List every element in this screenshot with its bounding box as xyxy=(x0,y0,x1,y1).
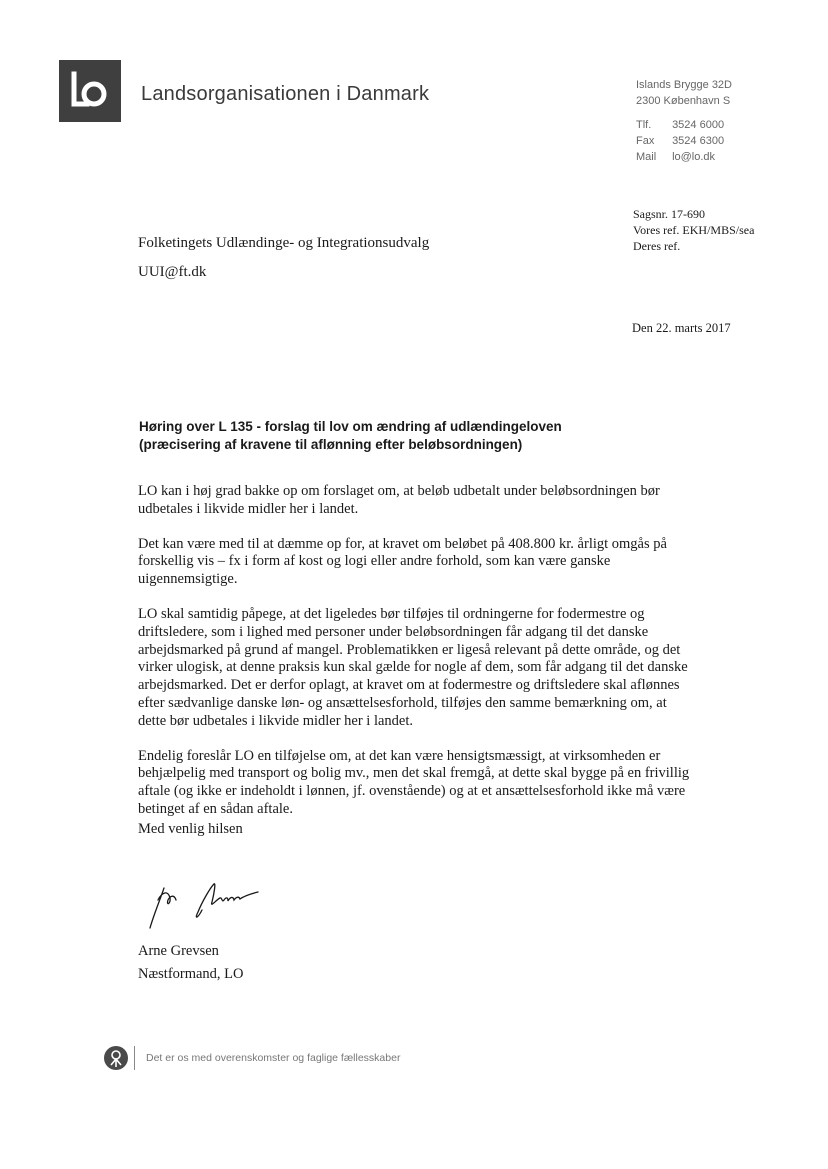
mail-row xyxy=(636,149,732,165)
closing-greeting: Med venlig hilsen xyxy=(138,820,243,837)
footer-divider xyxy=(134,1046,135,1070)
lo-logo-icon xyxy=(59,60,121,122)
fax-number: 3524 6300 xyxy=(672,135,725,147)
body-paragraph-3: LO skal samtidig påpege, at det ligeledes bør tilføjes til ordningerne for fodermestre og driftsledere, som i lighed med personer under beløbsordningen får adgang til det danske arbejdsmarked på grund af mangel. Problematikken er ligeså relevant på dette område, og det virker ulogisk, at denne praksis kun skal gælde for nogle af dem, som får adgang til det danske arbejdsmarked. Det er derfor oplagt, at kravet om at fodermestre og driftsledere skal aflønnes efter sædvanlige danske løn- og ansættelsesforhold, tilføjes den samme bemærkning om, at dette bør udbetales i likvide midler her i landet. xyxy=(138,605,688,729)
body-paragraph-2: Det kan være med til at dæmme op for, at kravet om beløbet på 408.800 kr. årligt omgås på forskellig vis – fx i form af kost og logi eller andre forhold, som kan være ganske uigennemsigtige. xyxy=(138,535,667,588)
phone-row xyxy=(636,117,732,133)
fax-label: Fax xyxy=(636,135,655,147)
recipient-name: Folketingets Udlændinge- og Integrationsudvalg xyxy=(138,235,430,251)
recipient-email[interactable]: UUI@ft.dk xyxy=(138,264,207,280)
phone-number: 3524 6000 xyxy=(672,119,725,131)
subject-heading xyxy=(139,418,699,454)
signer-title: Næstformand, LO xyxy=(138,966,244,982)
contact-block xyxy=(636,77,732,165)
letter-body xyxy=(138,483,698,839)
case-number: Sagsnr. 17-690 xyxy=(633,207,705,221)
subject-line-2: (præcisering af kravene til aflønning efter beløbsordningen) xyxy=(139,437,523,452)
reference-block xyxy=(633,206,754,254)
mail-label: Mail xyxy=(636,151,657,163)
mail-address[interactable]: lo@lo.dk xyxy=(672,151,716,163)
handwritten-signature xyxy=(140,870,280,932)
our-reference: Vores ref. EKH/MBS/sea xyxy=(633,223,755,237)
fax-row xyxy=(636,133,732,149)
address-line-2: 2300 København S xyxy=(636,95,731,107)
lo-logo xyxy=(59,60,121,122)
letter-date: Den 22. marts 2017 xyxy=(632,321,731,335)
address-line-1: Islands Brygge 32D xyxy=(636,79,732,91)
phone-label: Tlf. xyxy=(636,119,652,131)
organization-name: Landsorganisationen i Danmark xyxy=(141,83,430,105)
subject-line-1: Høring over L 135 - forslag til lov om ændring af udlændingeloven xyxy=(139,419,562,434)
signer-block xyxy=(138,940,244,986)
footer-tagline: Det er os med overenskomster og faglige fællesskaber xyxy=(146,1052,401,1064)
your-reference: Deres ref. xyxy=(633,239,681,253)
body-paragraph-1: LO kan i høj grad bakke op om forslaget om, at beløb udbetalt under beløbsordningen bør udbetales i likvide midler her i landet. xyxy=(138,483,660,517)
footer-logo-icon xyxy=(104,1046,128,1070)
signer-name: Arne Grevsen xyxy=(138,943,219,959)
body-paragraph-4: Endelig foreslår LO en tilføjelse om, at det kan være hensigtsmæssigt, at virksomheden er behjælpelig med transport og bolig mv., men det skal fremgå, at dette skal bygge på en frivillig aftale (og ikke er indeholdt i lønnen, jf. ovenstående) og at et ansættelsesforhold ikke må være betinget af en sådan aftale. xyxy=(138,747,690,817)
recipient-block xyxy=(138,229,429,287)
